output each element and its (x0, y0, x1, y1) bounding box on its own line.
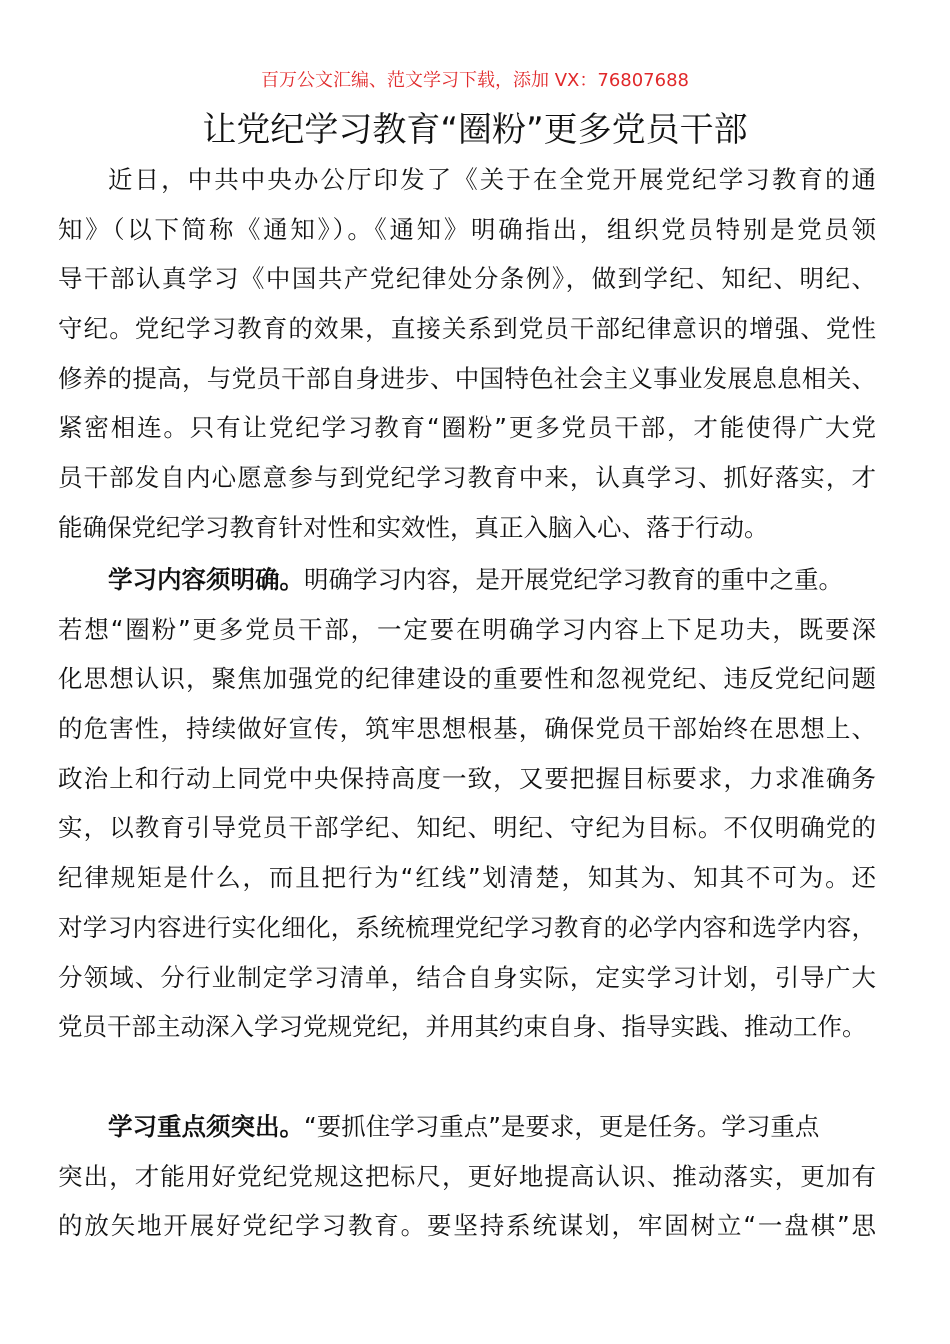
text-line (58, 304, 876, 354)
line-text: 导干部认真学习《中国共产党纪律处分条例》，做到学纪、知纪、明纪、 (58, 264, 876, 294)
paragraph-lead-heading: 学习内容须明确。 (108, 565, 304, 594)
line-text: 紧密相连。只有让党纪学习教育“圈粉”更多党员干部，才能使得广大党 (58, 413, 876, 443)
text-line (58, 903, 876, 953)
line-text: 对学习内容进行实化细化，系统梳理党纪学习教育的必学内容和选学内容， (58, 912, 876, 942)
line-text: 分领域、分行业制定学习清单，结合自身实际，定实学习计划，引导广大 (58, 962, 876, 992)
text-line (58, 555, 876, 605)
line-text: 的放矢地开展好党纪学习教育。要坚持系统谋划，牢固树立“一盘棋”思 (58, 1211, 876, 1241)
text-line (58, 704, 876, 754)
text-line (58, 953, 876, 1003)
line-text: 纪律规矩是什么，而且把行为“红线”划清楚，知其为、知其不可为。还 (58, 863, 876, 893)
line-text: “要抓住学习重点”是要求，更是任务。学习重点 (304, 1112, 820, 1141)
line-text: 若想“圈粉”更多党员干部，一定要在明确学习内容上下足功夫，既要深 (58, 614, 876, 644)
line-text: 知》（以下简称《通知》）。《通知》明确指出，组织党员特别是党员领 (58, 214, 876, 244)
line-text: 的危害性，持续做好宣传，筑牢思想根基，确保党员干部始终在思想上、 (58, 714, 876, 744)
line-text: 突出，才能用好党纪党规这把标尺，更好地提高认识、推动落实，更加有 (58, 1161, 876, 1191)
text-line (58, 254, 876, 304)
line-text: 近日，中共中央办公厅印发了《关于在全党开展党纪学习教育的通 (108, 165, 876, 194)
paragraph-3 (58, 1102, 876, 1251)
text-line (58, 654, 876, 704)
line-text: 修养的提高，与党员干部自身进步、中国特色社会主义事业发展息息相关、 (58, 363, 876, 393)
text-line (58, 853, 876, 903)
line-text: 化思想认识，聚焦加强党的纪律建设的重要性和忽视党纪、违反党纪问题 (58, 664, 876, 694)
paragraph-2 (58, 555, 876, 1052)
text-line (58, 1002, 876, 1052)
line-text: 守纪。党纪学习教育的效果，直接关系到党员干部纪律意识的增强、党性 (58, 314, 876, 344)
text-line (58, 403, 876, 453)
text-line (58, 354, 876, 404)
text-line (58, 754, 876, 804)
text-line (58, 205, 876, 255)
document-title: 让党纪学习教育“圈粉”更多党员干部 (202, 110, 748, 150)
text-line (58, 453, 876, 503)
text-line (58, 155, 876, 205)
paragraph-lead-heading: 学习重点须突出。 (108, 1112, 304, 1141)
text-line (58, 1102, 876, 1152)
line-text: 能确保党纪学习教育针对性和实效性，真正入脑入心、落于行动。 (58, 512, 769, 542)
line-text: 党员干部主动深入学习党规党纪，并用其约束自身、指导实践、推动工作。 (58, 1012, 867, 1042)
line-text: 员干部发自内心愿意参与到党纪学习教育中来，认真学习、抓好落实，才 (58, 463, 876, 493)
text-line (58, 1152, 876, 1202)
text-line (58, 1201, 876, 1251)
line-text: 政治上和行动上同党中央保持高度一致，又要把握目标要求，力求准确务 (58, 763, 876, 793)
paragraph-1 (58, 155, 876, 553)
line-text: 明确学习内容，是开展党纪学习教育的重中之重。 (304, 565, 843, 594)
watermark-header-note: 百万公文汇编、范文学习下载，添加 VX：76807688 (261, 70, 689, 91)
line-text: 实，以教育引导党员干部学纪、知纪、明纪、守纪为目标。不仅明确党的 (58, 813, 876, 843)
text-line (58, 605, 876, 655)
text-line (58, 803, 876, 853)
text-line (58, 503, 876, 553)
